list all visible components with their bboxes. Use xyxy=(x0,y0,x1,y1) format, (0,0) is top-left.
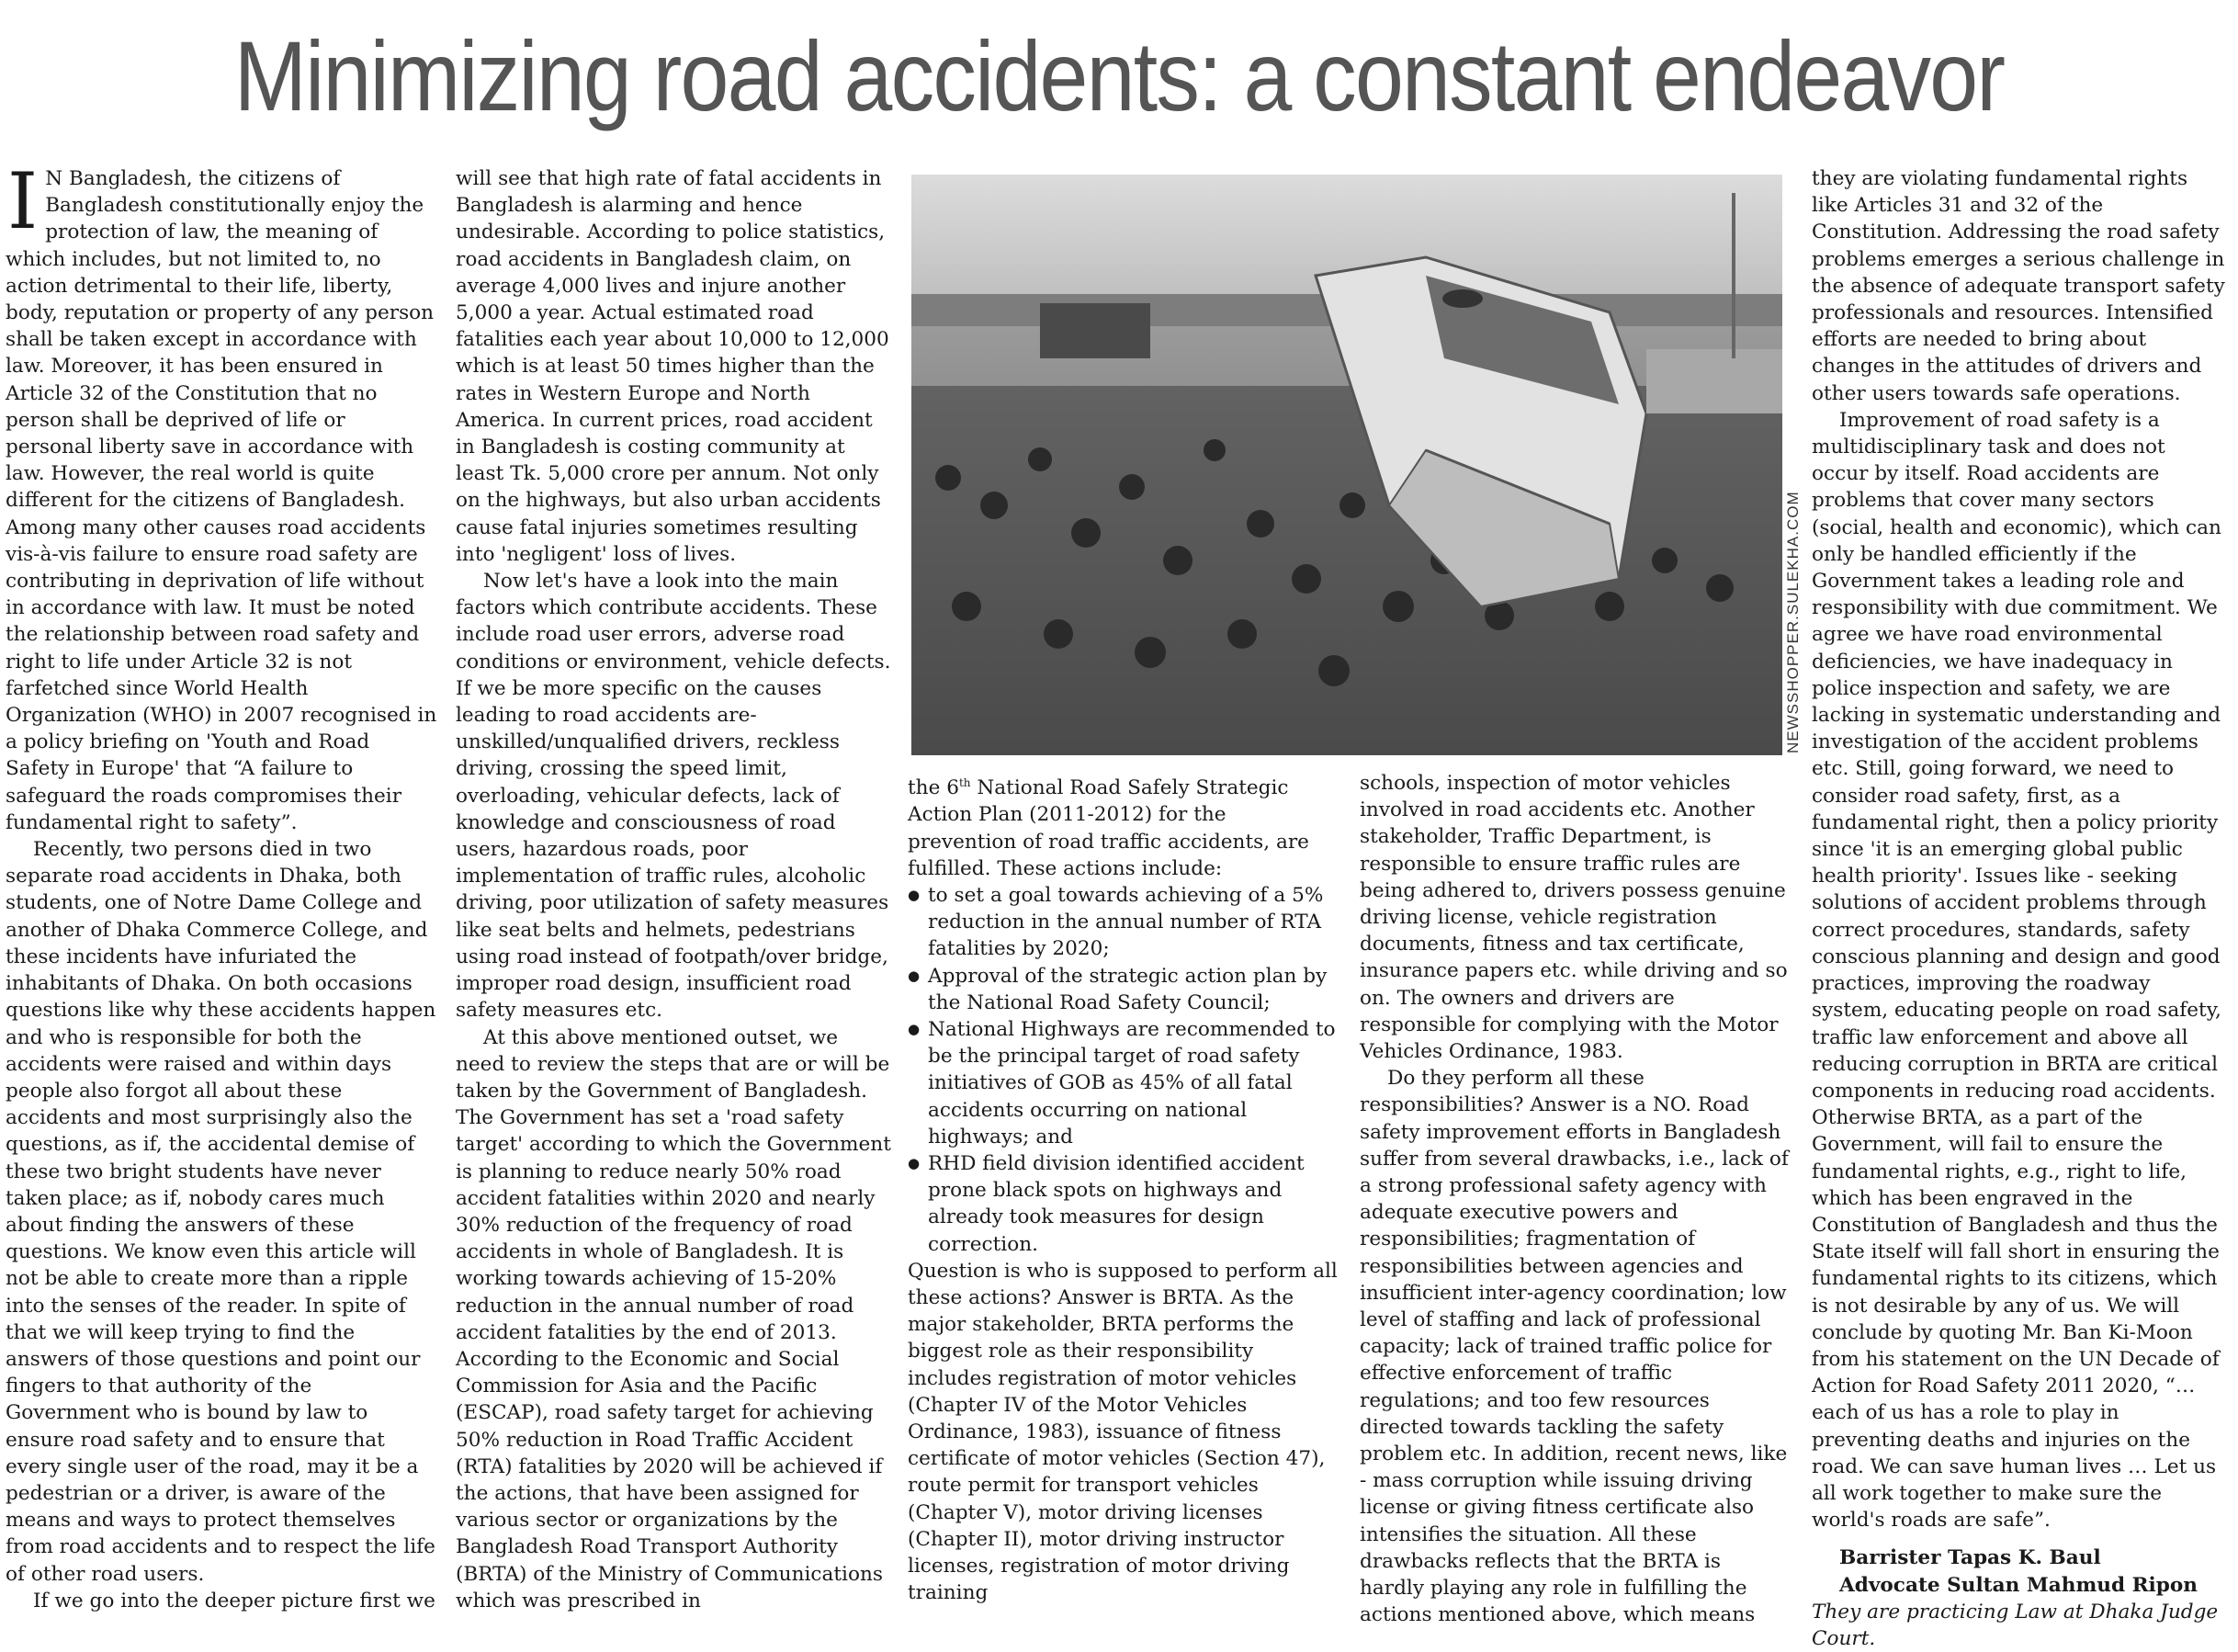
list-item: ● RHD field division identified accident prone black spots on highways and already took measures for design correction. xyxy=(908,1150,1339,1258)
article-paragraph: If we go into the deeper picture first we xyxy=(33,1589,435,1612)
truck xyxy=(1040,303,1150,358)
author-name: Advocate Sultan Mahmud Ripon xyxy=(1839,1573,2198,1597)
photo-credit: NEWSSHOPPER.SULEKHA.COM xyxy=(1784,491,1802,753)
article-paragraph: Recently, two persons died in two separate road accidents in Dhaka, both students, one of Notre Dame College and another of Dhaka Commerce College, and these incidents have infuriated the inhabitants of Dhaka. On both occasions questions like why these accidents happen and who is responsible for both the accidents were raised and within days people also forgot all about these accidents and most surprisingly also the questions, as if, the accidental demise of these two bright students have never taken place; as if, nobody cares much about finding the answers of these questions. We know even this article will not be able to create more than a ripple into the senses of the reader. In spite of that we will keep trying to find the answers of those questions and point our fingers to that authority of the Government who is bound by law to ensure road safety and to ensure that every single user of the road, may it be a pedestrian or a driver, is aware of the means and ways to protect themselves from road accidents and to respect the life of other road users. xyxy=(6,838,436,1586)
author-name: Barrister Tapas K. Baul xyxy=(1839,1546,2101,1570)
article-paragraph: I N Bangladesh, the citizens of Bangladesh constitutionally enjoy the protection of law, the meaning of which includes, but not limited to, no action detrimental to their life, liberty, body, reputation or property of any person shall be taken except in accordance with law. Moreover, it has been ensured in Article 32 of the Constitution that no person shall be deprived of life or personal liberty save in accordance with law. However, the real world is quite different for the citizens of Bangladesh. Among many other causes road accidents vis-à-vis failure to ensure road safety are contributing in deprivation of life without in accordance with law. It must be noted the relationship between road safety and right to life under Article 32 is not farfetched since World Health Organization (WHO) in 2007 recognised in a policy briefing on 'Youth and Road Safety in Europe' that “A failure to safeguard the roads compromises their fundamental right to safety”. xyxy=(6,156,437,834)
crowd xyxy=(911,386,1782,755)
article-paragraph: Now let's have a look into the main factors which contribute accidents. These include road user errors, adverse road conditions or environment, vehicle defects. If we be more specific on the causes leading to road accidents are- unskilled/unqualified drivers, reckless driving, crossing the speed limit, overloading, vehicular defects, lack of knowledge and consciousness of road users, hazardous roads, poor implementation of traffic rules, alcoholic driving, poor utilization of safety measures like seat belts and helmets, pedestrians using road instead of footpath/over bridge, improper road design, insufficient road safety measures etc. xyxy=(456,570,891,1023)
accident-photo xyxy=(911,175,1782,755)
article-column-4 xyxy=(1360,770,1790,1627)
list-item: ● National Highways are recommended to be the principal target of road safety initiatives of GOB as 45% of all fatal accidents occurring on national highways; and xyxy=(908,1016,1339,1150)
article-paragraph: At this above mentioned outset, we need to review the steps that are or will be taken by the Government of Bangladesh. The Government has set a 'road safety target' according to which the Government is planning to reduce nearly 50% road accident fatalities within 2020 and nearly 30% reduction of the frequency of road accidents in whole of Bangladesh. It is working towards achieving of 15-20% reduction in the annual number of road accident fatalities by the end of 2013. According to the Economic and Social Commission for Asia and the Pacific (ESCAP), road safety target for achieving 50% reduction in Road Traffic Accident (RTA) fatalities by 2020 will be achieved if the actions, that have been assigned for various sector or organizations by the Bangladesh Road Transport Authority (BRTA) of the Ministry of Communications which was prescribed in xyxy=(456,1025,891,1612)
article-paragraph: schools, inspection of motor vehicles involved in road accidents etc. Another stakeholder, Traffic Department, is responsible to ensure traffic rules are being adhered to, drivers possess genuine driving license, vehicle registration documents, fitness and tax certificate, insurance papers etc. while driving and so on. The owners and drivers are responsible for complying with the Motor Vehicles Ordinance, 1983. xyxy=(1360,772,1788,1064)
action-list xyxy=(908,882,1339,1258)
article-column-3 xyxy=(908,770,1339,1605)
article-column-5 xyxy=(1812,165,2227,1650)
article-paragraph: Improvement of road safety is a multidisciplinary task and does not occur by itself. Road accidents are problems that cover many sectors (social, health and economic), which can only be handled efficiently if the Government takes a leading role and responsibility with due commitment. We agree we have road environmental deficiencies, we have inadequacy in police inspection and safety, we are lacking in systematic understanding and investigation of the accident problems etc. Still, going forward, we need to consider road safety, first, as a fundamental right, then a policy priority since 'it is an emerging global public health priority'. Issues like - seeking solutions of accident problems through correct procedures, standards, safety conscious planning and design and good practices, improving the roadway system, educating people on road safety, traffic law enforcement and above all reducing corruption in BRTA are critical components in reducing road accidents. Otherwise BRTA, as a part of the Government, will fail to ensure the fundamental rights, e.g., right to life, which has been engraved in the Constitution of Bangladesh and thus the State itself will fall short in ensuring the fundamental rights to its citizens, which is not desirable by any of us. We will conclude by quoting Mr. Ban Ki-Moon from his statement on the UN Decade of Action for Road Safety 2011 2020, “…each of us has a role to play in preventing deaths and injuries on the road. We can save human lives … Let us all work together to make sure the world's roads are safe”. xyxy=(1812,408,2221,1533)
article-paragraph: the 6th National Road Safely Strategic Action Plan (2011-2012) for the prevention of road traffic accidents, are fulfilled. These actions include: xyxy=(908,776,1309,880)
article-paragraph: they are violating fundamental rights like Articles 31 and 32 of the Constitution. Addressing the road safety problems emerges a serious challenge in the absence of adequate transport safety professionals and resources. Intensified efforts are needed to bring about changes in the attitudes of drivers and other users towards safe operations. xyxy=(1812,167,2225,405)
article-column-2 xyxy=(456,165,891,1612)
author-note: They are practicing Law at Dhaka Judge Court. xyxy=(1812,1600,2219,1650)
list-item: ● to set a goal towards achieving of a 5% reduction in the annual number of RTA fatalities by 2020; xyxy=(908,882,1339,963)
article-paragraph: will see that high rate of fatal accidents in Bangladesh is alarming and hence undesirable. According to police statistics, road accidents in Bangladesh claim, on average 4,000 lives and injure another 5,000 a year. Actual estimated road fatalities each year about 10,000 to 12,000 which is at least 50 times higher than the rates in Western Europe and North America. In current prices, road accident in Bangladesh is costing community at least Tk. 5,000 crore per annum. Not only on the highways, but also urban accidents cause fatal injuries sometimes resulting into 'negligent' loss of lives. xyxy=(456,167,889,566)
headline: Minimizing road accidents: a constant endeavor xyxy=(233,20,2005,131)
drop-cap: I xyxy=(7,156,39,246)
accident-scene-illustration xyxy=(911,175,1782,755)
article-paragraph: Question is who is supposed to perform all these actions? Answer is BRTA. As the major stakeholder, BRTA performs the biggest role as their responsibility includes registration of motor vehicles (Chapter IV of the Motor Vehicles Ordinance, 1983), issuance of fitness certificate of motor vehicles (Section 47), route permit for transport vehicles (Chapter V), motor driving licenses (Chapter II), motor driving instructor licenses, registration of motor driving training xyxy=(908,1259,1338,1605)
list-item: ● Approval of the strategic action plan by the National Road Safety Council; xyxy=(908,963,1339,1016)
article-column-1 xyxy=(6,156,437,1612)
water-field xyxy=(1646,349,1782,413)
article-paragraph: Do they perform all these responsibilities? Answer is a NO. Road safety improvement efforts in Bangladesh suffer from several drawbacks, i.e., lack of a strong professional safety agency with adequate executive powers and responsibilities; fragmentation of responsibilities between agencies and insufficient inter-agency coordination; low level of staffing and lack of professional capacity; lack of trained traffic police for effective enforcement of traffic regulations; and too few resources directed towards tackling the safety problem etc. In addition, recent news, like - mass corruption while issuing driving license or giving fitness certificate also intensifies the situation. All these drawbacks reflects that the BRTA is hardly playing any role in fulfilling the actions mentioned above, which means xyxy=(1360,1067,1789,1627)
